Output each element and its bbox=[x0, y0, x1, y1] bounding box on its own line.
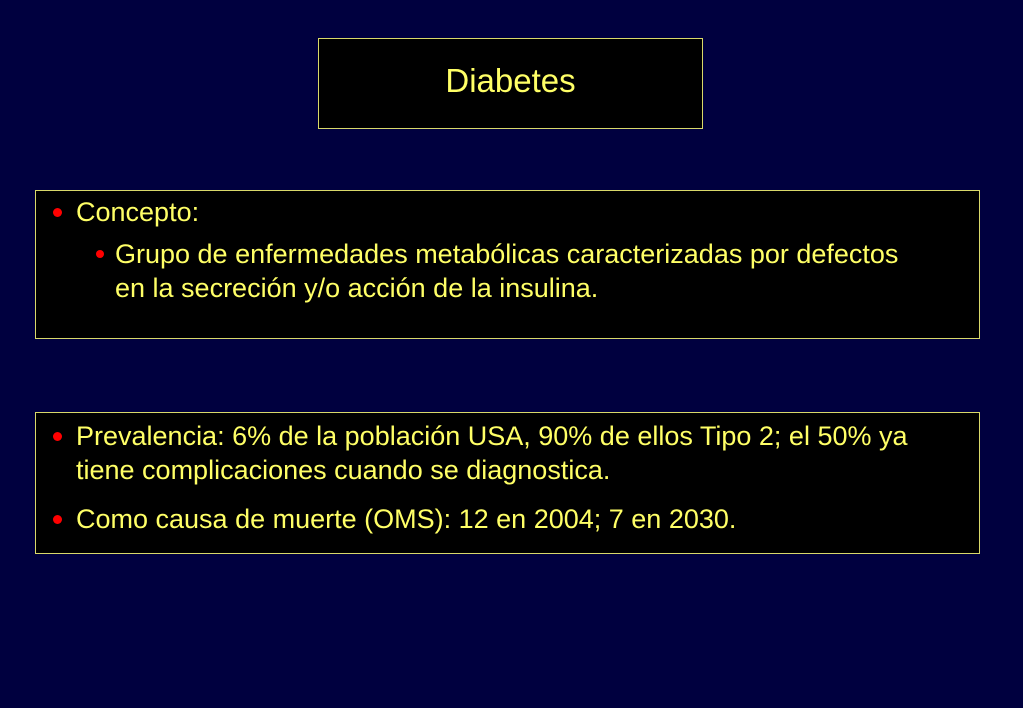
title-box bbox=[318, 38, 703, 129]
stats-box bbox=[35, 412, 980, 554]
bullet-concept-text: Concepto: bbox=[76, 197, 200, 227]
slide-title: Diabetes bbox=[445, 62, 576, 99]
sub-bullet-definition-text: Grupo de enfermedades metabólicas caracterizadas por defectos en la secreción y/o acción de la insulina. bbox=[115, 239, 899, 303]
bullet-concept bbox=[53, 195, 953, 229]
bullet-prevalence-text: Prevalencia: 6% de la población USA, 90% de ellos Tipo 2; el 50% ya tiene complicaciones cuando se diagnostica. bbox=[76, 421, 908, 485]
bullet-dot-icon bbox=[53, 208, 62, 217]
sub-bullet-definition bbox=[96, 237, 916, 305]
bullet-mortality bbox=[53, 502, 953, 536]
bullet-prevalence bbox=[53, 419, 953, 487]
bullet-mortality-text: Como causa de muerte (OMS): 12 en 2004; 7 en 2030. bbox=[76, 504, 737, 534]
bullet-dot-icon bbox=[53, 432, 62, 441]
sub-bullet-dot-icon bbox=[96, 250, 104, 258]
bullet-dot-icon bbox=[53, 515, 62, 524]
concept-box bbox=[35, 190, 980, 339]
